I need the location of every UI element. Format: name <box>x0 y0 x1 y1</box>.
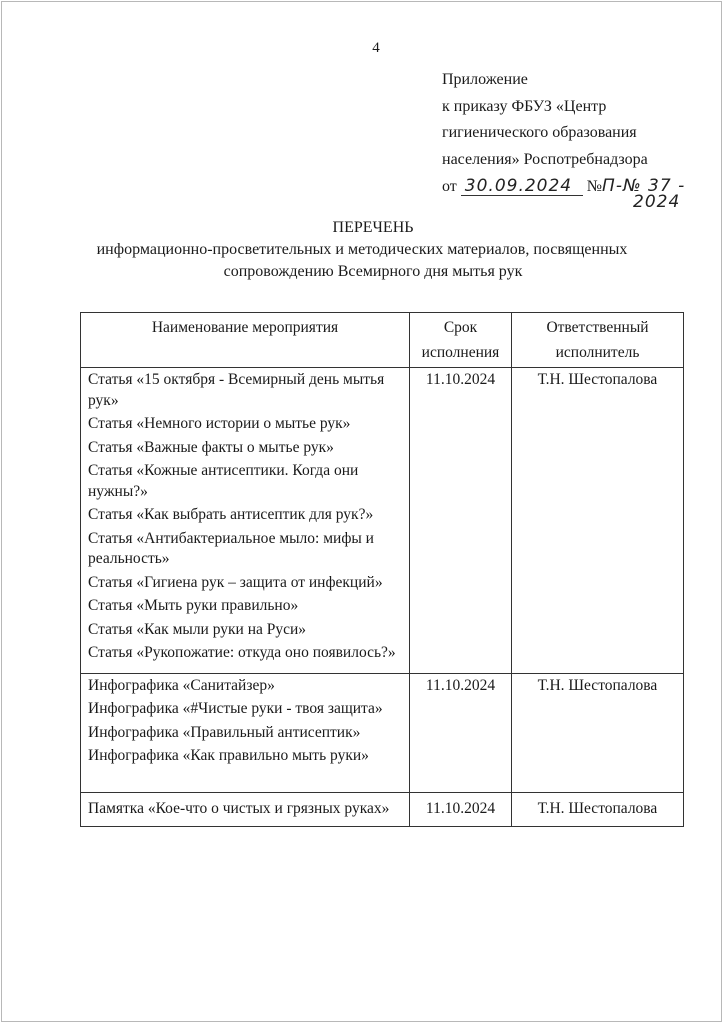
list-item: Статья «Рукопожатие: откуда оно появилось?» <box>88 644 396 661</box>
list-item: Инфографика «Санитайзер» <box>88 676 275 694</box>
list-item: Статья «Мыть руки правильно» <box>88 597 299 614</box>
deadline-cell: 11.10.2024 <box>410 368 512 674</box>
table-row <box>81 368 684 674</box>
number-label: № <box>586 178 603 195</box>
list-item: Статья «15 октября - Всемирный день мытья рук» <box>88 371 385 409</box>
list-item: Статья «Немного истории о мытье рук» <box>88 415 351 432</box>
handwritten-date: 30.09.2024 <box>461 177 583 196</box>
responsible-cell: Т.Н. Шестопалова <box>512 673 684 792</box>
column-header-name: Наименование мероприятия <box>81 313 410 368</box>
handwritten-number-year: 2024 <box>633 192 681 212</box>
list-item: Памятка «Кое-что о чистых и грязных руках» <box>88 799 390 817</box>
deadline-cell: 11.10.2024 <box>410 673 512 792</box>
list-item: Статья «Важные факты о мытье рук» <box>88 438 334 456</box>
document-title <box>0 217 724 283</box>
column-header-responsible: Ответственный исполнитель <box>512 313 684 368</box>
list-item: Инфографика «#Чистые руки - твоя защита» <box>88 700 383 717</box>
list-item: Статья «Гигиена рук – защита от инфекций» <box>88 573 383 591</box>
page-number: 4 <box>372 40 380 56</box>
title-line: сопровождению Всемирного дня мытья рук <box>223 263 523 280</box>
list-item: Инфографика «Правильный антисептик» <box>88 723 361 741</box>
activity-cell <box>81 673 410 792</box>
activity-cell <box>81 368 410 674</box>
deadline-cell: 11.10.2024 <box>410 792 512 827</box>
activity-cell <box>81 792 410 827</box>
list-item: Статья «Антибактериальное мыло: мифы и реальность» <box>88 529 374 567</box>
appendix-line: Приложение <box>442 71 528 88</box>
appendix-line: гигиенического образования <box>442 124 637 141</box>
materials-table <box>80 312 684 827</box>
appendix-line: населения» Роспотребнадзора <box>442 150 648 168</box>
list-item: Статья «Кожные антисептики. Когда они нужны?» <box>88 462 359 500</box>
list-item: Инфографика «Как правильно мыть руки» <box>88 747 369 764</box>
table-row <box>81 673 684 792</box>
handwritten-number: П-№ 37 - <box>602 176 686 196</box>
table-header-row <box>81 313 684 368</box>
list-item: Статья «Как мыли руки на Руси» <box>88 620 307 638</box>
title-line: информационно-просветительных и методических материалов, посвященных <box>96 241 628 258</box>
column-header-deadline: Срок исполнения <box>410 313 512 368</box>
title-heading: ПЕРЕЧЕНЬ <box>332 219 414 236</box>
appendix-block <box>442 67 685 201</box>
list-item: Статья «Как выбрать антисептик для рук?» <box>88 506 374 523</box>
responsible-cell: Т.Н. Шестопалова <box>512 792 684 827</box>
table-row <box>81 792 684 827</box>
from-label: от <box>442 178 457 195</box>
appendix-line: к приказу ФБУЗ «Центр <box>442 97 607 115</box>
responsible-cell: Т.Н. Шестопалова <box>512 368 684 674</box>
